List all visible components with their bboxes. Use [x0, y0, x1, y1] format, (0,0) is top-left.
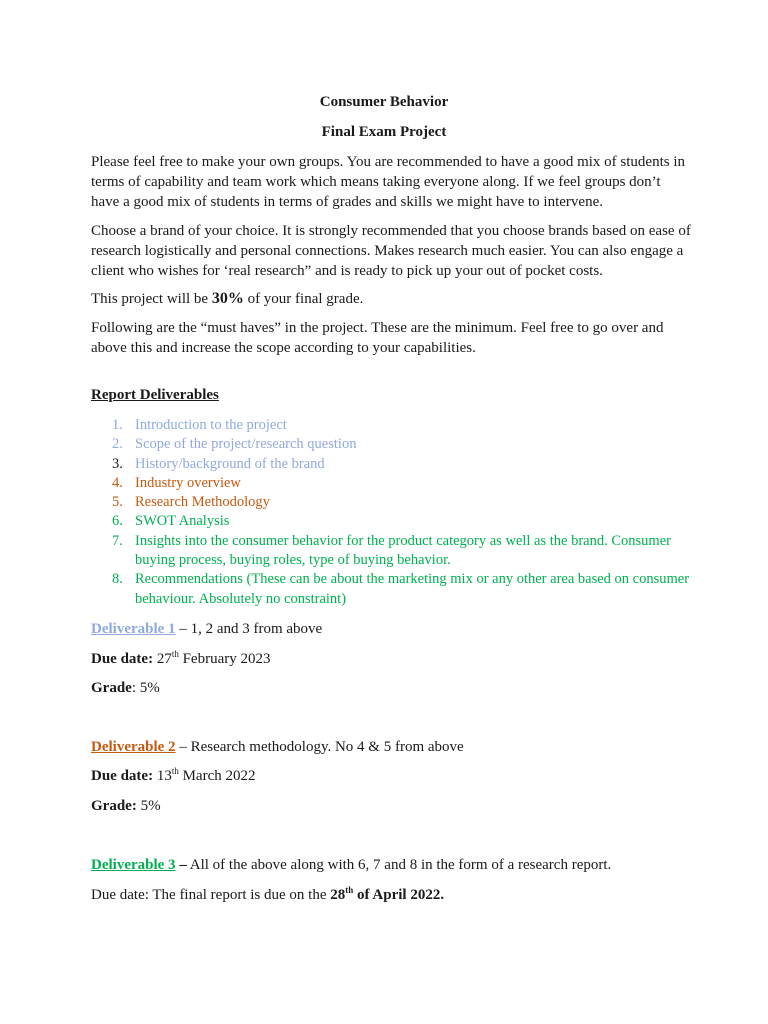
list-item — [91, 493, 691, 512]
deliverable-3-due-sup: th — [345, 885, 354, 895]
document-title: Consumer Behavior — [319, 94, 449, 110]
list-item — [91, 435, 691, 454]
list-item — [91, 416, 691, 435]
deliverable-3-label: Deliverable 3 — [91, 857, 176, 873]
deliverable-3-due — [91, 885, 444, 905]
list-item-number: 5. — [112, 494, 123, 511]
list-item-number: 4. — [112, 474, 123, 491]
deliverable-2-label: Deliverable 2 — [91, 739, 176, 755]
paragraph-groups: Please feel free to make your own groups. You are recommended to have a good mix of students in terms of capability and team work which means taking everyone along. If we feel groups don’t have a good mix of students in terms of grades and skills we might have to intervene. — [91, 154, 686, 210]
deliverable-2-due-sup: th — [171, 766, 179, 776]
paragraph-grade-weight — [91, 289, 691, 309]
list-item-number: 8. — [112, 571, 123, 588]
grade-weight-value: 30% — [211, 290, 244, 307]
list-item-text: Insights into the consumer behavior for the product category as well as the brand. Consumer buying process, buying roles, type of buying behavior. — [135, 532, 671, 569]
grade-weight-suffix: of your final grade. — [243, 291, 364, 307]
list-item-number: 2. — [112, 436, 123, 453]
deliverable-1-grade — [91, 678, 160, 698]
list-item — [91, 570, 691, 609]
deliverable-3-text: All of the above along with 6, 7 and 8 in the form of a research report. — [186, 857, 612, 873]
list-item-text: History/background of the brand — [135, 455, 325, 472]
deliverable-2-grade — [91, 796, 161, 816]
deliverable-1-due-sup: th — [171, 649, 179, 659]
paragraph-brand: Choose a brand of your choice. It is strongly recommended that you choose brands based on ease of research logistically and personal connections. Makes research much easier. You can also engage a client who wishes for ‘real research” and is ready to pick up your out of pocket costs. — [91, 223, 691, 279]
list-item-number: 3. — [112, 455, 123, 472]
deliverable-1-text: – 1, 2 and 3 from above — [175, 621, 323, 637]
deliverable-1-due-rest: February 2023 — [178, 651, 271, 667]
list-item-text: Research Methodology — [135, 494, 270, 511]
list-item — [91, 474, 691, 493]
deliverable-1-grade-label: Grade — [91, 680, 132, 696]
paragraph-must-haves: Following are the “must haves” in the project. These are the minimum. Feel free to go over and above this and increase the scope according to your capabilities. — [91, 320, 664, 356]
list-item-number: 6. — [112, 513, 123, 530]
report-deliverables-heading: Report Deliverables — [91, 387, 219, 403]
deliverable-2-due-day: 13 — [153, 768, 172, 784]
list-item — [91, 532, 691, 571]
deliverable-2-due-rest: March 2022 — [178, 768, 256, 784]
deliverable-2-grade-label: Grade: — [91, 798, 137, 814]
list-item-number: 1. — [112, 417, 123, 433]
list-item-text: Introduction to the project — [135, 417, 287, 433]
deliverable-2-text: – Research methodology. No 4 & 5 from above — [175, 739, 464, 755]
deliverable-3-dash: – — [175, 857, 187, 873]
deliverable-1-due-label: Due date: — [91, 651, 154, 667]
deliverable-1-due-day: 27 — [153, 651, 172, 667]
document-subtitle: Final Exam Project — [321, 124, 447, 140]
list-item — [91, 512, 691, 531]
deliverables-list — [91, 416, 691, 609]
deliverable-3-due-text: Due date: The final report is due on the — [91, 887, 331, 903]
deliverable-2-grade-value: 5% — [136, 798, 161, 814]
deliverable-1-line — [91, 619, 322, 639]
deliverable-1-label: Deliverable 1 — [91, 621, 176, 637]
deliverable-2-due — [91, 766, 256, 786]
deliverable-3-line — [91, 855, 611, 875]
deliverable-2-line — [91, 737, 464, 757]
list-item-text: SWOT Analysis — [135, 513, 230, 530]
grade-weight-prefix: This project will be — [91, 291, 212, 307]
list-item-text: Recommendations (These can be about the marketing mix or any other area based on consumer behaviour. Absolutely no constraint) — [135, 571, 690, 607]
deliverable-1-grade-value: : 5% — [131, 680, 160, 696]
list-item-text: Industry overview — [135, 474, 241, 491]
deliverable-3-due-rest: of April 2022. — [353, 887, 445, 903]
list-item — [91, 455, 691, 474]
deliverable-2-due-label: Due date: — [91, 768, 154, 784]
deliverable-1-due — [91, 649, 271, 669]
deliverable-3-due-day: 28 — [330, 887, 346, 903]
list-item-number: 7. — [112, 532, 123, 549]
list-item-text: Scope of the project/research question — [135, 436, 357, 453]
